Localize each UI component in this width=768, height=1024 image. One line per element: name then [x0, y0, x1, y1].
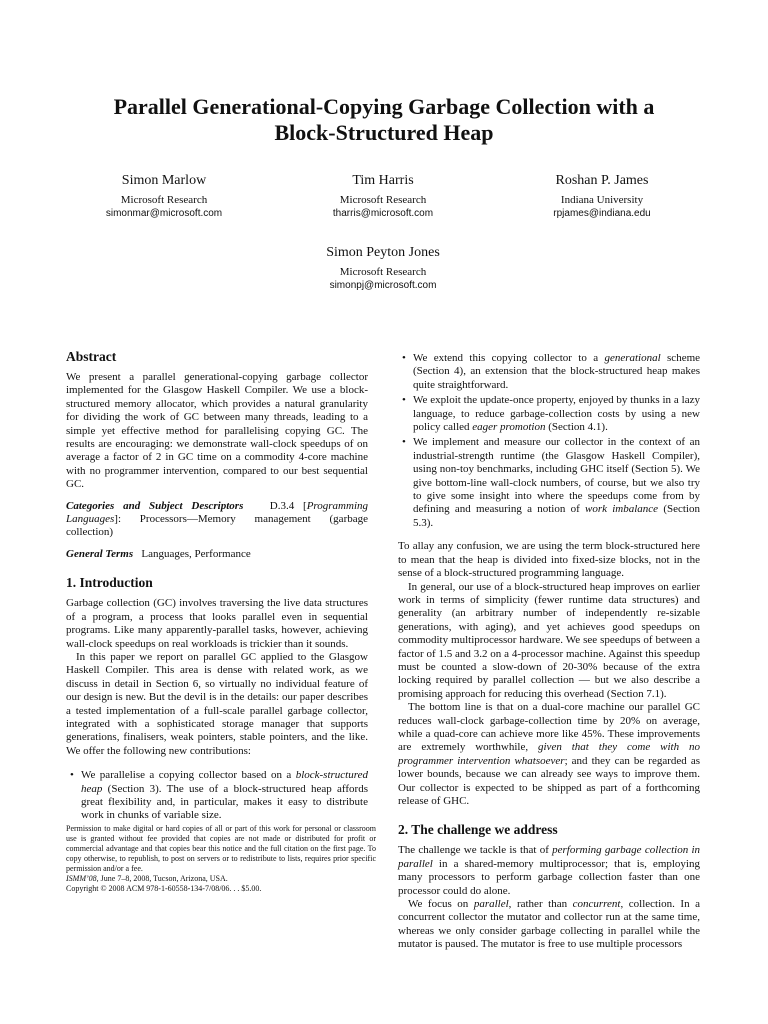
title-line-2: Block-Structured Heap: [274, 120, 494, 145]
body-emphasis: parallel: [473, 898, 509, 911]
categories: [66, 500, 368, 540]
body-emphasis: performing garbage collection in parallel: [398, 844, 701, 870]
body-emphasis: given that they come with no programmer intervention whatsoever: [398, 741, 700, 767]
intro-heading: 1. Introduction: [66, 575, 153, 591]
author-name: Simon Marlow: [121, 173, 207, 188]
contribution-list: [398, 352, 700, 530]
author-email: simonmar@microsoft.com: [105, 208, 223, 219]
body-emphasis: concurrent: [572, 898, 621, 911]
left-column: [66, 349, 368, 825]
copyright-line: Copyright © 2008 ACM 978-1-60558-134-7/08/06. . . $5.00.: [66, 884, 262, 893]
categories-italic: Programming Languages: [66, 499, 369, 526]
author-name: Roshan P. James: [555, 173, 649, 188]
author-block: [64, 172, 264, 221]
author-email: simonpj@microsoft.com: [329, 280, 437, 291]
venue-name: ISMM’08,: [66, 874, 99, 883]
list-item-text: We implement and measure our collector in the context of an industrial-strength runtime (the Glasgow Haskell Compiler), using non-toy benchmarks, including GHC itself (Section 5). We give bottom-line wall-clock numbers, of course, but we also try to give some insight into where the speedups come from by defining and measuring a notion of: [413, 436, 700, 516]
body-text: in a shared-memory multiprocessor; that is, employing many processors to perform garbage collection faster than one processor could do alone.: [398, 857, 700, 897]
categories-rest: ]: Processors—Memory management (garbage collection): [66, 513, 368, 539]
author-name: Tim Harris: [352, 173, 414, 188]
intro-paragraph-1: Garbage collection (GC) involves traversing the live data structures of a program, a process that looks parallel even in sequential programs. Like many apparently-parallel tasks, however, achieving wall-clock speedups on real workloads is trickier than it sounds.: [66, 597, 368, 650]
author-affiliation: Indiana University: [560, 194, 644, 206]
author-affiliation: Microsoft Research: [339, 194, 427, 206]
footnote: [66, 824, 376, 894]
list-item-text: We parallelise a copying collector based on a: [81, 769, 296, 782]
author-email: tharris@microsoft.com: [332, 208, 434, 219]
body-text: The bottom line is that on a dual-core machine our parallel GC reduces wall-clock garbage-collection time by 20% on average, while a quad-core can achieve more like 45%. These improvements are extremely worthwhile,: [398, 701, 700, 754]
author-email: rpjames@indiana.edu: [553, 208, 651, 219]
section-2-heading: 2. The challenge we address: [398, 822, 558, 838]
body-text: The challenge we tackle is that of: [398, 844, 553, 857]
body-paragraph: In general, our use of a block-structured heap improves on earlier work in terms of simplicity (fewer runtime data structures) and generality (an arbitrary number of independently re-sizable generations, with aging), and yet achieves good speedups on commodity multiprocessor hardware. We see speedups of between a factor of 1.5 and 3.2 on a 4-processor machine. Against this speedup must be counted a slow-down of 20-30% because of the extra locking required by parallel collection — but we also describe a promising approach for reducing this overhead (Section 7.1).: [398, 580, 700, 700]
permission-notice: Permission to make digital or hard copies of all or part of this work for personal or classroom use is granted without fee provided that copies are not made or distributed for profit or commercial advantage and that copies bear this notice and the full citation on the first page. To copy otherwise, to republish, to post on servers or to redistribute to lists, requires prior specific permission and/or a fee.: [66, 824, 376, 873]
contribution-list: [66, 769, 368, 823]
author-name: Simon Peyton Jones: [326, 245, 440, 260]
body-text: ; and they can be regarded as lower bounds, because we can already see ways to improve them. Our collector is expected to be shipped as part of a forthcoming release of GHC.: [398, 754, 700, 807]
body-paragraph: [398, 701, 700, 808]
list-item-emphasis: work imbalance: [585, 503, 659, 516]
title-line-1: Parallel Generational-Copying Garbage Collection with a: [113, 94, 655, 119]
intro-paragraph-2: In this paper we report on parallel GC applied to the Glasgow Haskell Compiler. This area is dense with related work, as we discuss in detail in Section 6, so virtually no individual feature of our design is new. But the devil is in the details: our paper describes a tested implementation of a full-scale parallel garbage collector, integrated with a sophisticated storage manager that supports generations, finalisers, weak pointers, stable pointers, and the like. We offer the following new contributions:: [66, 650, 368, 757]
abstract-text: We present a parallel generational-copying garbage collector implemented for the Glasgow Haskell Compiler. We use a block-structured memory allocator, which provides a natural granularity for dividing the work of GC between many threads, leading to a simple yet effective method for parallelising copying GC. The results are encouraging: we demonstrate wall-clock speedups of on average a factor of 2 in GC time on a commodity 4-core machine with no programmer intervention, compared to our best sequential GC.: [66, 371, 368, 491]
body-text: , collection. In a concurrent collector the mutator and collector run at the same time, whereas we only consider garbage collecting in parallel while the mutator is paused. The mutator is free to use multiple processors: [398, 898, 701, 951]
author-block: [502, 172, 702, 221]
list-item-emphasis: generational: [604, 352, 661, 364]
right-column: [398, 352, 700, 952]
list-item-text: scheme (Section 4), an extension that the block-structured heap makes quite straightforward.: [413, 352, 701, 391]
body-paragraph: [398, 844, 700, 898]
list-item: [413, 394, 700, 434]
general-terms-label: General Terms: [66, 547, 134, 560]
categories-label: Categories and Subject Descriptors: [66, 499, 244, 512]
list-item-emphasis: block-structured heap: [81, 769, 368, 795]
body-paragraph: To allay any confusion, we are using the term block-structured here to mean that the heap is divided into fixed-size blocks, not in the sense of a block-structured programming language.: [398, 540, 700, 580]
author-affiliation: Microsoft Research: [339, 266, 427, 278]
venue-details: June 7–8, 2008, Tucson, Arizona, USA.: [98, 874, 228, 883]
body-text: We focus on: [408, 898, 474, 911]
list-item-text: We exploit the update-once property, enjoyed by thunks in a lazy language, to reduce garbage-collection costs by using a new policy called: [413, 394, 700, 434]
venue-line: [66, 874, 376, 884]
general-terms: [66, 548, 368, 561]
abstract-heading: Abstract: [66, 349, 117, 364]
list-item-emphasis: eager promotion: [472, 421, 546, 434]
paper-title: [60, 94, 708, 146]
body-paragraph: [398, 898, 700, 952]
list-item: [413, 436, 700, 530]
author-block: [283, 244, 483, 293]
list-item-text: (Section 5.3).: [413, 503, 700, 529]
list-item: [413, 352, 700, 392]
categories-code: D.3.4 [: [269, 499, 307, 512]
general-terms-text: Languages, Performance: [141, 547, 251, 560]
list-item-text: (Section 4.1).: [545, 421, 608, 434]
list-item: [81, 769, 368, 823]
list-item-text: (Section 3). The use of a block-structured heap affords great flexibility and, in particular, makes it easy to distribute work in chunks of variable size.: [81, 782, 368, 822]
author-affiliation: Microsoft Research: [120, 194, 208, 206]
author-block: [283, 172, 483, 221]
list-item-text: We extend this copying collector to a: [413, 352, 605, 364]
body-text: , rather than: [508, 898, 573, 911]
